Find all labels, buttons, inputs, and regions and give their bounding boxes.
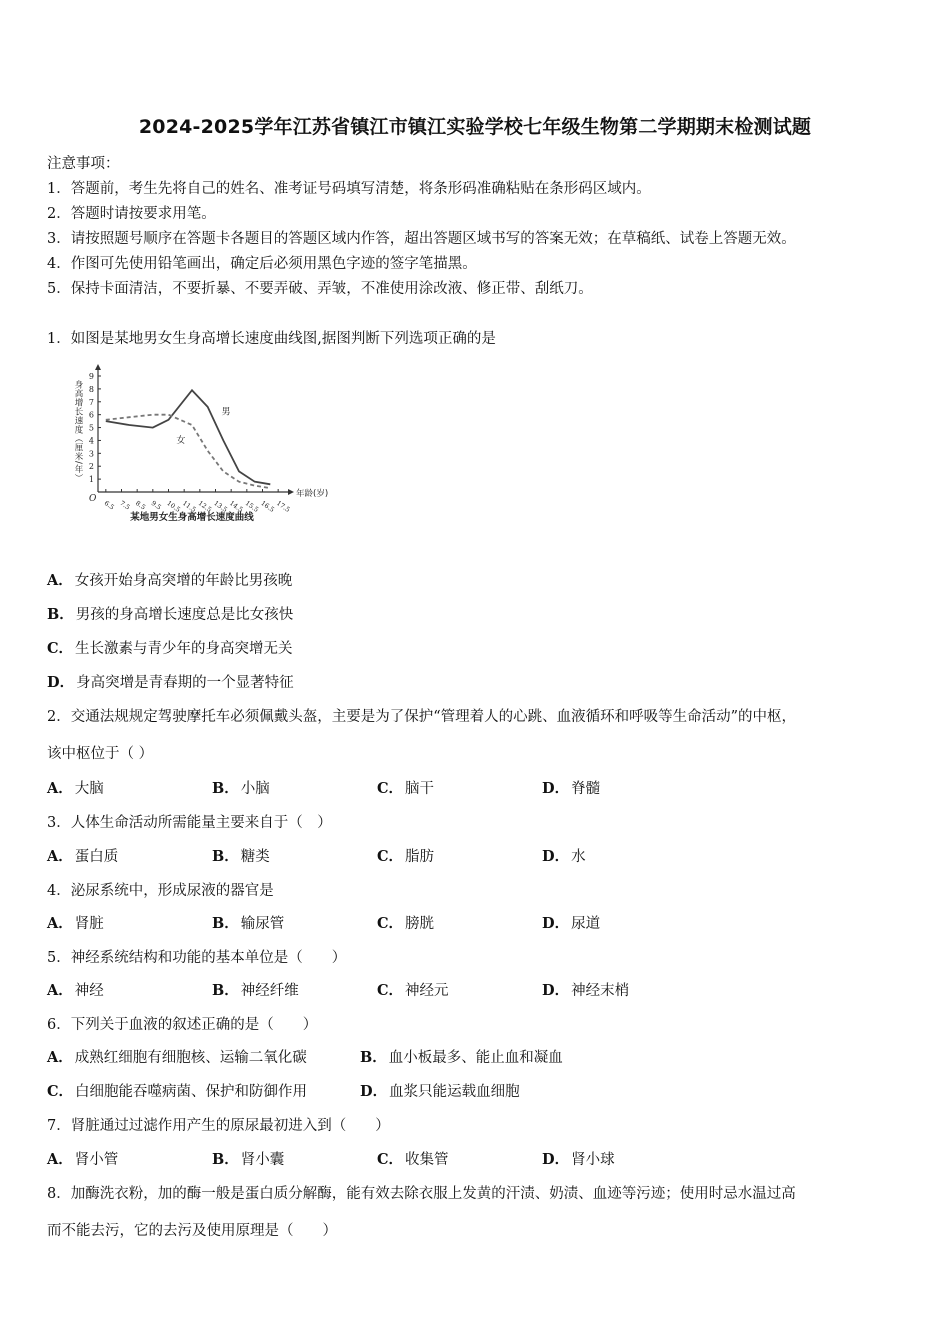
- y-tick-label: 7: [88, 397, 94, 407]
- option-b: B． 小脑: [212, 780, 270, 797]
- y-tick-label: 8: [88, 384, 94, 394]
- y-axis-arrow: [95, 364, 101, 370]
- option-b: B． 血小板最多、能止血和凝血: [360, 1049, 563, 1066]
- x-tick-label: 11.5: [181, 499, 198, 514]
- question-stem: 4．泌尿系统中，形成尿液的器官是: [47, 883, 274, 899]
- option-b: B． 男孩的身高增长速度总是比女孩快: [47, 606, 294, 623]
- x-axis-label: 年龄(岁): [296, 489, 329, 499]
- option-d: D． 尿道: [542, 915, 601, 932]
- question-stem: 2．交通法规规定驾驶摩托车必须佩戴头盔，主要是为了保护“管理着人的心跳、血液循环和呼吸等生命活动”的中枢，: [47, 709, 797, 725]
- x-tick-label: 14.5: [228, 499, 245, 514]
- option-d: D． 神经末梢: [542, 982, 630, 999]
- female-series-label: 女: [176, 436, 186, 447]
- option-d: D． 肾小球: [542, 1151, 615, 1168]
- option-c: C． 生长激素与青少年的身高突增无关: [47, 640, 293, 657]
- x-tick-label: 9.5: [149, 499, 163, 512]
- option-c: C． 收集管: [377, 1151, 449, 1168]
- notice-heading: 注意事项：: [47, 156, 120, 172]
- question-stem: 8．加酶洗衣粉，加的酶一般是蛋白质分解酶，能有效去除衣服上发黄的汗渍、奶渍、血迹等污迹；使用时忌水温过高: [47, 1186, 796, 1202]
- y-tick-label: 1: [88, 475, 94, 485]
- option-c: C． 神经元: [377, 982, 449, 999]
- y-tick-label: 5: [88, 423, 94, 433]
- option-a: A． 神经: [47, 982, 104, 999]
- option-c: C． 膀胱: [377, 915, 435, 932]
- question-stem: 7．肾脏通过过滤作用产生的原尿最初进入到（ ）: [47, 1118, 390, 1134]
- male-series-label: 男: [221, 407, 231, 418]
- page-title: 2024-2025学年江苏省镇江市镇江实验学校七年级生物第二学期期末检测试题: [138, 116, 812, 138]
- y-tick-label: 3: [88, 449, 94, 459]
- y-tick-label: 4: [88, 436, 94, 446]
- option-d: D． 脊髓: [542, 780, 601, 797]
- question-stem: 5．神经系统结构和功能的基本单位是（ ）: [47, 950, 347, 966]
- option-a: A． 蛋白质: [47, 848, 119, 865]
- notice-item: 3．请按照题号顺序在答题卡各题目的答题区域内作答，超出答题区域书写的答案无效；在草稿纸、试卷上答题无效。: [47, 231, 796, 247]
- x-tick-label: 7.5: [118, 499, 132, 512]
- y-tick-label: 6: [88, 410, 94, 420]
- option-a: A． 肾小管: [47, 1151, 119, 1168]
- option-c: C． 白细胞能吞噬病菌、保护和防御作用: [47, 1083, 308, 1100]
- growth-chart: [64, 358, 344, 536]
- option-d: D． 水: [542, 848, 586, 865]
- option-a: A． 成熟红细胞有细胞核、运输二氧化碳: [47, 1049, 307, 1066]
- x-tick-label: 12.5: [196, 499, 214, 514]
- x-axis-arrow: [288, 489, 294, 495]
- option-b: B． 输尿管: [212, 915, 285, 932]
- question-stem-continued: 而不能去污，它的去污及使用原理是（ ）: [47, 1223, 337, 1239]
- question-stem: 1．如图是某地男女生身高增长速度曲线图,据图判断下列选项正确的是: [47, 331, 496, 347]
- x-tick-label: 17.5: [275, 499, 292, 514]
- option-d: D． 血浆只能运载血细胞: [360, 1083, 520, 1100]
- question-stem-continued: 该中枢位于（ ）: [47, 746, 154, 762]
- option-c: C． 脂肪: [377, 848, 435, 865]
- origin-label: O: [89, 494, 97, 504]
- option-a: A． 大脑: [47, 780, 104, 797]
- notice-item: 4．作图可先使用铅笔画出，确定后必须用黑色字迹的签字笔描黑。: [47, 256, 477, 272]
- option-b: B． 肾小囊: [212, 1151, 285, 1168]
- option-a: A． 女孩开始身高突增的年龄比男孩晚: [47, 572, 293, 589]
- y-axis-label: 身高增长速度（厘米/年）: [73, 380, 83, 483]
- y-tick-label: 2: [88, 462, 94, 472]
- male-series-line: [106, 390, 270, 484]
- option-b: B． 神经纤维: [212, 982, 299, 999]
- option-d: D． 身高突增是青春期的一个显著特征: [47, 674, 294, 691]
- option-c: C． 脑干: [377, 780, 435, 797]
- chart-caption: 某地男女生身高增长速度曲线: [130, 512, 254, 523]
- x-tick-label: 13.5: [212, 499, 229, 514]
- option-b: B． 糖类: [212, 848, 270, 865]
- x-tick-label: 8.5: [134, 499, 148, 512]
- notice-item: 1．答题前，考生先将自己的姓名、准考证号码填写清楚，将条形码准确粘贴在条形码区域内。: [47, 181, 651, 197]
- x-tick-label: 10.5: [165, 499, 182, 514]
- notice-item: 2．答题时请按要求用笔。: [47, 206, 216, 222]
- question-stem: 3．人体生命活动所需能量主要来自于（ ）: [47, 815, 332, 831]
- x-tick-label: 6.5: [102, 499, 116, 512]
- x-tick-label: 15.5: [243, 499, 261, 514]
- option-a: A． 肾脏: [47, 915, 104, 932]
- x-tick-label: 16.5: [259, 499, 276, 514]
- notice-item: 5．保持卡面清洁，不要折暴、不要弄破、弄皱，不准使用涂改液、修正带、刮纸刀。: [47, 281, 593, 297]
- question-stem: 6．下列关于血液的叙述正确的是（ ）: [47, 1017, 318, 1033]
- y-tick-label: 9: [88, 372, 94, 381]
